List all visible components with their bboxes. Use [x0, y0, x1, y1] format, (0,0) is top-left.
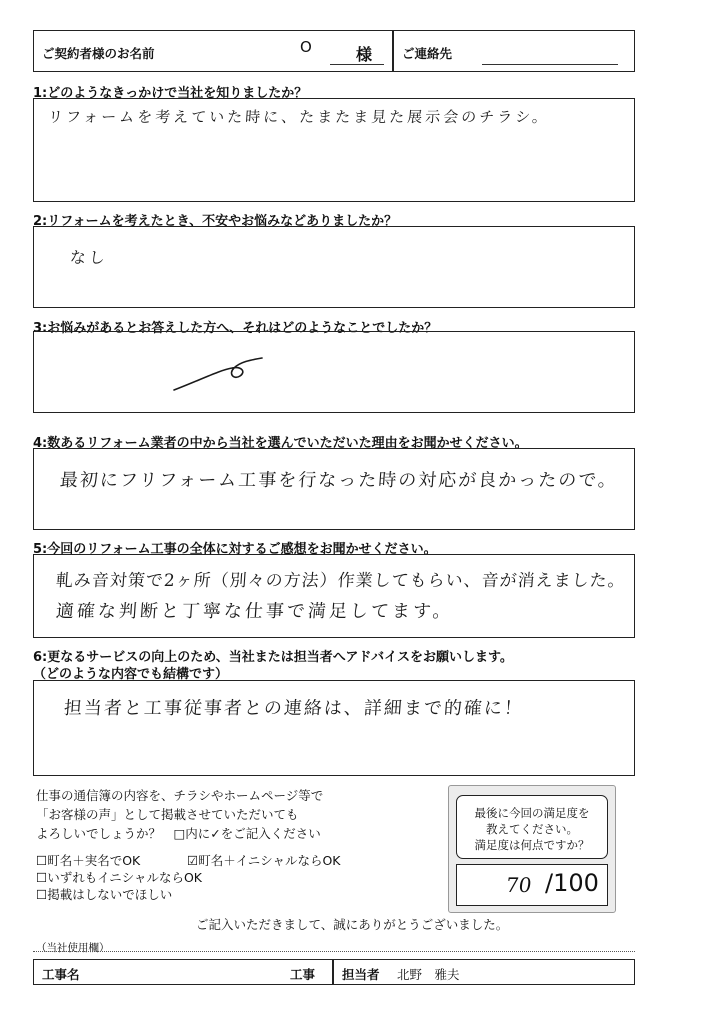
staff-label: 担当者: [342, 967, 380, 982]
question-6-sublabel: （どのような内容でも結構です）: [33, 667, 229, 682]
honorific: 様: [356, 45, 373, 64]
question-5-answer-line-2: 適確な判断と丁寧な仕事で満足してます。: [55, 601, 455, 622]
question-5-label: 5:今回のリフォーム工事の全体に対するご感想をお聞かせください。: [33, 542, 437, 557]
question-3-label: 3:お悩みがあるとお答えした方へ、それはどのようなことでしたか？: [33, 321, 438, 336]
contact-label: ご連絡先: [402, 46, 453, 61]
satisfaction-max: /100: [545, 869, 599, 897]
office-use-title: （当社使用欄）: [36, 942, 110, 954]
satisfaction-prompt-line-1: 最後に今回の満足度を: [474, 806, 590, 820]
satisfaction-prompt-line-2: 教えてください。: [486, 822, 578, 836]
consent-text-line-2: 「お客様の声」として掲載させていただいても: [36, 807, 299, 822]
consent-text-line-1: 仕事の通信簿の内容を、チラシやホームページ等で: [36, 788, 324, 803]
satisfaction-score[interactable]: 70: [504, 873, 534, 897]
checkbox-empty-icon[interactable]: ☐: [36, 853, 48, 868]
checkbox-empty-icon[interactable]: ☐: [36, 870, 48, 885]
question-5-answer-line-1: 軋み音対策で2ヶ所（別々の方法）作業してもらい、音が消えました。: [55, 571, 627, 591]
consent-option-2[interactable]: ☑町名＋イニシャルならOK: [187, 853, 341, 868]
construction-label: 工事: [290, 967, 316, 982]
checkbox-empty-icon[interactable]: ☐: [36, 887, 48, 902]
consent-option-4[interactable]: ☐掲載はしないでほしい: [36, 887, 173, 902]
question-1-answer: リフォームを考えていた時に、たまたま見た展示会のチラシ。: [47, 108, 551, 126]
thanks-message: ご記入いただきまして、誠にありがとうございました。: [196, 917, 509, 932]
office-row: [33, 959, 635, 985]
question-6-label: 6:更なるサービスの向上のため、当社または担当者へアドバイスをお願いします。: [33, 650, 513, 665]
question-3-dash-mark: [170, 350, 270, 400]
name-label: ご契約者様のお名前: [42, 46, 155, 61]
satisfaction-prompt-line-3: 満足度は何点ですか？: [474, 838, 590, 852]
consent-option-3[interactable]: ☐いずれもイニシャルならOK: [36, 870, 203, 885]
question-4-answer: 最初にフリフォーム工事を行なった時の対応が良かったので。: [59, 470, 619, 491]
consent-option-1[interactable]: ☐町名＋実名でOK: [36, 853, 141, 868]
consent-text-line-3: よろしいでしょうか？ □内に✓をご記入ください: [36, 826, 321, 841]
office-dotted-line: [33, 951, 635, 952]
office-divider: [332, 959, 334, 985]
contact-underline: [482, 64, 618, 65]
question-2-label: 2:リフォームを考えたとき、不安やお悩みなどありましたか？: [33, 214, 398, 229]
question-2-answer: なし: [69, 248, 109, 267]
name-underline: [330, 64, 384, 65]
staff-name: 北野 雅夫: [397, 967, 460, 982]
question-4-label: 4:数あるリフォーム業者の中から当社を選んでいただいた理由をお聞かせください。: [33, 436, 528, 451]
question-3-answer-box: [33, 331, 635, 413]
question-1-label: 1:どのようなきっかけで当社を知りましたか？: [33, 86, 308, 101]
checkbox-checked-icon[interactable]: ☑: [187, 853, 199, 868]
question-6-answer: 担当者と工事従事者との連絡は、詳細まで的確に！: [63, 698, 525, 719]
construction-name-label: 工事名: [42, 967, 80, 982]
question-2-answer-box: [33, 226, 635, 308]
customer-initial: O: [300, 38, 312, 56]
header-divider: [392, 30, 394, 72]
